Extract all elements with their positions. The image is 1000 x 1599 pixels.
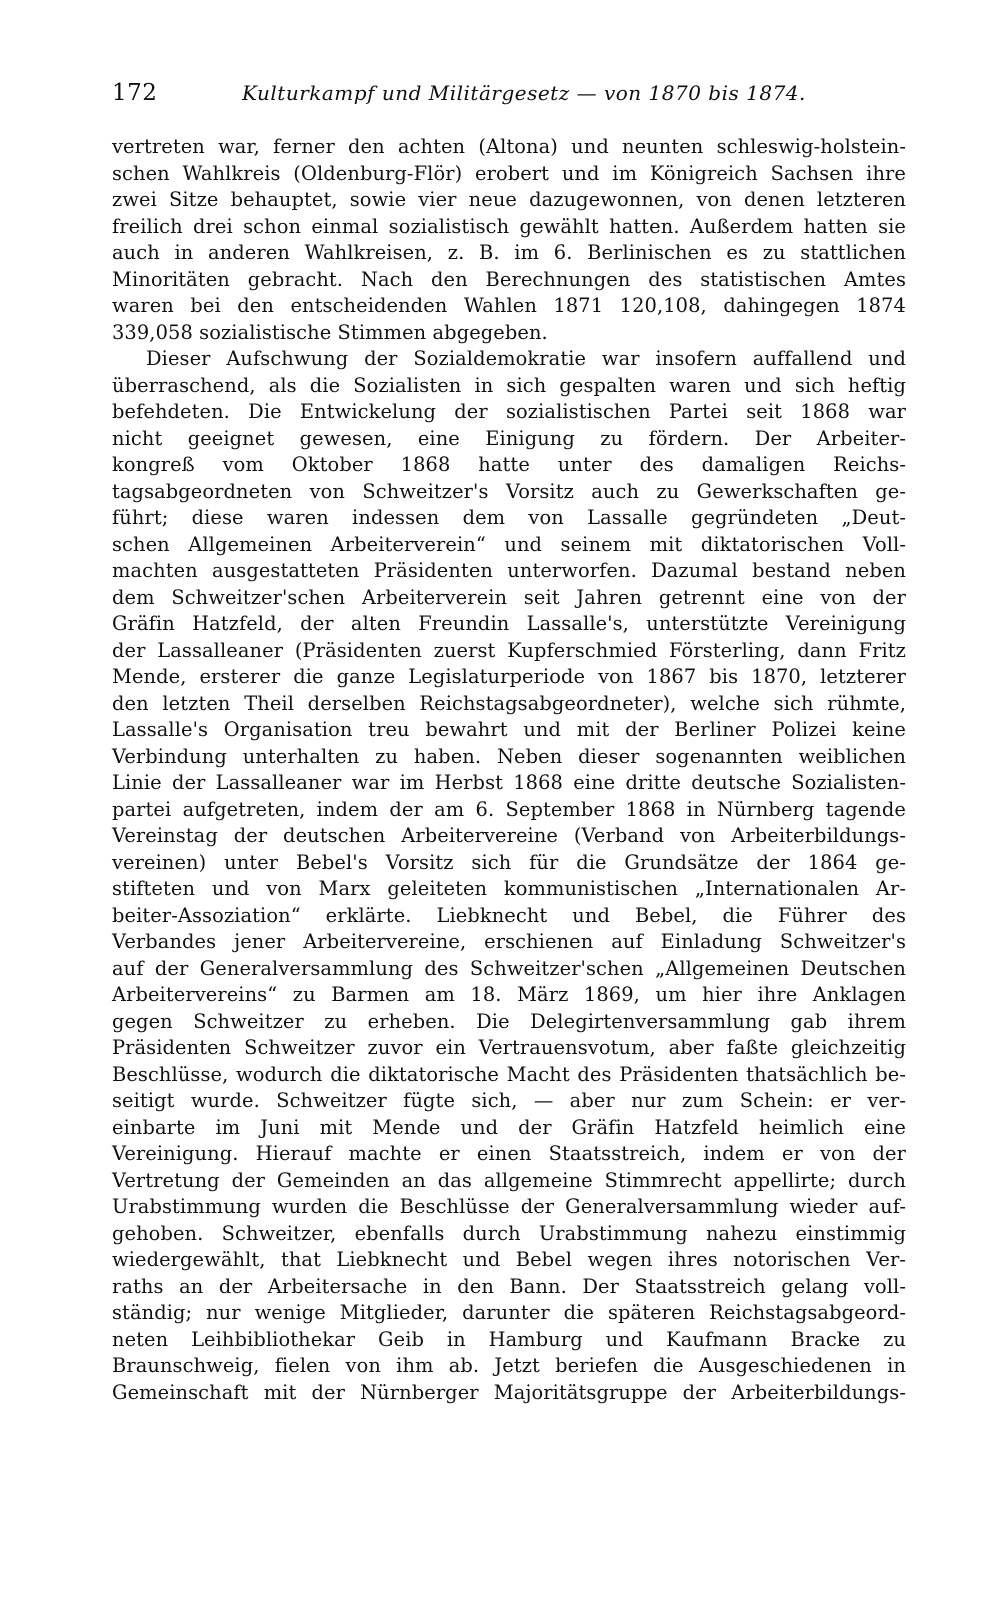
text-line: überraschend, als die Sozialisten in sich gespalten waren und sich heftig [112,373,906,397]
text-line: ständig; nur wenige Mitglieder, darunter die späteren Reichstagsabgeord- [112,1301,906,1324]
body-text [112,134,906,1406]
text-line: kongreß vom Oktober 1868 hatte unter des damaligen Reichs- [112,453,906,476]
text-line: den letzten Theil derselben Reichstagsabgeordneter), welche sich rühmte, [112,691,906,715]
text-line: Braunschweig, fielen von ihm ab. Jetzt beriefen die Ausgeschiedenen in [112,1354,906,1377]
book-page [112,80,906,1406]
text-line: neten Leihbibliothekar Geib in Hamburg und Kaufmann Bracke zu [112,1327,906,1351]
text-line: Gemeinschaft mit der Nürnberger Majoritätsgruppe der Arbeiterbildungs- [112,1380,906,1404]
text-line: Vereinstag der deutschen Arbeitervereine (Verband von Arbeiterbildungs- [112,824,906,847]
text-line: schen Wahlkreis (Oldenburg-Flör) erobert und im Königreich Sachsen ihre [112,161,906,185]
text-line: Verbindung unterhalten zu haben. Neben dieser sogenannten weiblichen [112,744,906,768]
text-line: Vereinigung. Hierauf machte er einen Staatsstreich, indem er von der [112,1142,906,1165]
text-line: vereinen) unter Bebel's Vorsitz sich für die Grundsätze der 1864 ge- [112,850,906,874]
text-line: Mende, ersterer die ganze Legislaturperiode von 1867 bis 1870, letzterer [112,665,906,688]
text-line: Urabstimmung wurden die Beschlüsse der Generalversammlung wieder auf- [112,1195,906,1218]
text-line: Gräfin Hatzfeld, der alten Freundin Lassalle's, unterstützte Vereinigung [112,612,906,635]
text-line: Dieser Aufschwung der Sozialdemokratie war insofern auffallend und [146,347,906,370]
text-line: stifteten und von Marx geleiteten kommunistischen „Internationalen Ar- [112,877,906,900]
text-line: einbarte im Juni mit Mende und der Gräfin Hatzfeld heimlich eine [112,1115,906,1139]
text-line: Lassalle's Organisation treu bewahrt und mit der Berliner Polizei keine [112,718,906,741]
text-line: vertreten war, ferner den achten (Altona) und neunten schleswig-holstein- [112,135,906,158]
text-line: Verbandes jener Arbeitervereine, erschienen auf Einladung Schweitzer's [112,930,906,953]
text-line: gegen Schweitzer zu erheben. Die Delegirtenversammlung gab ihrem [112,1009,906,1033]
text-line: Minoritäten gebracht. Nach den Berechnungen des statistischen Amtes [112,267,906,291]
text-line: Linie der Lassalleaner war im Herbst 1868 eine dritte deutsche Sozialisten- [112,771,906,794]
text-line: gehoben. Schweitzer, ebenfalls durch Urabstimmung nahezu einstimmig [112,1221,906,1245]
text-line: Präsidenten Schweitzer zuvor ein Vertrauensvotum, aber faßte gleichzeitig [112,1036,906,1059]
text-line: waren bei den entscheidenden Wahlen 1871 120,108, dahingegen 1874 [112,294,906,317]
running-title: Kulturkampf und Militärgesetz — von 1870 bis 1874. [242,81,806,105]
text-line: auch in anderen Wahlkreisen, z. B. im 6. Berlinischen es zu stattlichen [112,241,906,264]
running-head [112,80,906,120]
text-line: machten ausgestatteten Präsidenten unterworfen. Dazumal bestand neben [112,559,906,582]
text-line: zwei Sitze behauptet, sowie vier neue dazugewonnen, von denen letzteren [112,188,906,211]
text-line: befehdeten. Die Entwickelung der sozialistischen Partei seit 1868 war [112,400,906,423]
text-line: tagsabgeordneten von Schweitzer's Vorsitz auch zu Gewerkschaften ge- [112,479,906,503]
text-line: Beschlüsse, wodurch die diktatorische Macht des Präsidenten thatsächlich be- [112,1062,906,1086]
text-line: nicht geeignet gewesen, eine Einigung zu fördern. Der Arbeiter- [112,426,906,450]
text-line: raths an der Arbeitersache in den Bann. Der Staatsstreich gelang voll- [112,1274,906,1298]
text-line: 339,058 sozialistische Stimmen abgegeben. [112,320,548,344]
text-line: seitigt wurde. Schweitzer fügte sich, — aber nur zum Schein: er ver- [112,1089,906,1112]
text-line: partei aufgetreten, indem der am 6. September 1868 in Nürnberg tagende [112,797,906,821]
text-line: wiedergewählt, that Liebknecht und Bebel wegen ihres notorischen Ver- [112,1248,906,1271]
text-line: Vertretung der Gemeinden an das allgemeine Stimmrecht appellirte; durch [112,1168,906,1192]
text-line: beiter-Assoziation“ erklärte. Liebknecht und Bebel, die Führer des [112,903,906,927]
text-line: freilich drei schon einmal sozialistisch gewählt hatten. Außerdem hatten sie [112,214,906,238]
text-line: dem Schweitzer'schen Arbeiterverein seit Jahren getrennt eine von der [112,585,906,609]
text-line: Arbeitervereins“ zu Barmen am 18. März 1869, um hier ihre Anklagen [112,983,906,1006]
text-line: auf der Generalversammlung des Schweitzer'schen „Allgemeinen Deutschen [112,956,906,980]
text-line: schen Allgemeinen Arbeiterverein“ und seinem mit diktatorischen Voll- [112,532,906,556]
text-line: führt; diese waren indessen dem von Lassalle gegründeten „Deut- [112,506,906,529]
text-line: der Lassalleaner (Präsidenten zuerst Kupferschmied Försterling, dann Fritz [112,638,906,662]
page-number: 172 [112,80,158,106]
